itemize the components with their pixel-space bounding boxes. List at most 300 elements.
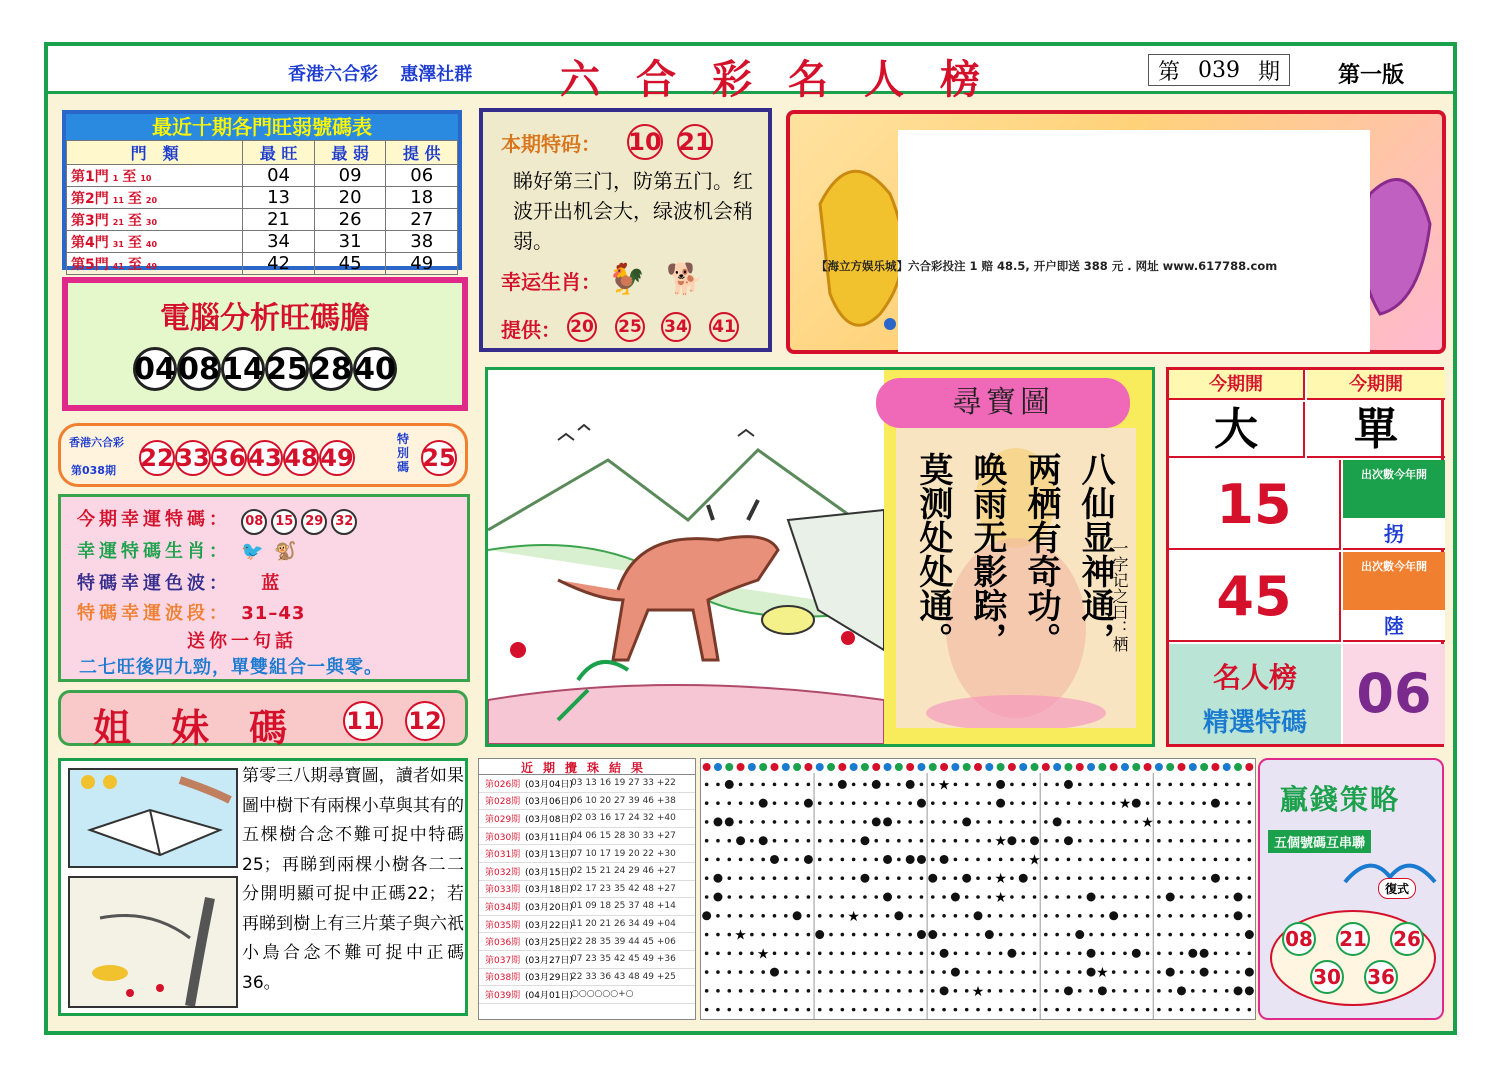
empty-dot <box>1180 858 1184 862</box>
number-ball: 08 <box>241 509 267 535</box>
empty-dot <box>841 839 845 843</box>
empty-dot <box>897 876 901 880</box>
empty-dot <box>761 970 765 974</box>
drawn-dot <box>713 874 722 883</box>
empty-dot <box>999 914 1003 918</box>
empty-dot <box>1067 876 1071 880</box>
empty-dot <box>1033 876 1037 880</box>
empty-dot <box>727 914 731 918</box>
empty-dot <box>1089 820 1093 824</box>
empty-dot <box>727 895 731 899</box>
empty-dot <box>1021 839 1025 843</box>
empty-dot <box>1202 1008 1206 1012</box>
ball-color-marker <box>748 763 756 771</box>
table-row: 第029期 (03月08日) 02 03 16 17 24 32 +40 <box>479 810 695 828</box>
empty-dot <box>739 858 743 862</box>
empty-dot <box>1191 801 1195 805</box>
empty-dot <box>1044 895 1048 899</box>
ball-color-marker <box>861 763 869 771</box>
empty-dot <box>705 1008 709 1012</box>
door-table <box>66 140 458 275</box>
header-orgs <box>288 60 488 86</box>
empty-dot <box>739 895 743 899</box>
empty-dot <box>852 933 856 937</box>
empty-dot <box>761 914 765 918</box>
empty-dot <box>705 876 709 880</box>
drawn-dot <box>872 780 881 789</box>
empty-dot <box>1180 820 1184 824</box>
number-ball: 33 <box>175 440 211 476</box>
hot-cell: 04 <box>243 165 315 187</box>
empty-dot <box>750 895 754 899</box>
empty-dot <box>1248 839 1252 843</box>
empty-dot <box>1146 1008 1150 1012</box>
empty-dot <box>863 970 867 974</box>
empty-dot <box>1236 952 1240 956</box>
strategy-subtitle: 五個號碼互串聯 <box>1268 830 1371 853</box>
drawn-dot <box>917 799 926 808</box>
door-table-header: 最 弱 <box>314 141 386 165</box>
give-cell: 49 <box>386 253 458 275</box>
ball-color-marker <box>703 763 711 771</box>
empty-dot <box>1055 876 1059 880</box>
empty-dot <box>920 783 924 787</box>
empty-dot <box>908 989 912 993</box>
empty-dot <box>739 1008 743 1012</box>
empty-dot <box>773 914 777 918</box>
empty-dot <box>1214 783 1218 787</box>
drawn-dot <box>917 930 926 939</box>
lucky-phrase: 二七旺後四九勁，單雙組合一與零。 <box>79 657 383 678</box>
door-cell: 第3門 21 至 30 <box>67 209 243 231</box>
page-title: 六合彩名人榜 <box>560 56 1016 103</box>
table-row <box>67 209 458 231</box>
empty-dot <box>999 1008 1003 1012</box>
empty-dot <box>1214 820 1218 824</box>
empty-dot <box>1010 933 1014 937</box>
ball-color-marker <box>827 763 835 771</box>
empty-dot <box>920 970 924 974</box>
empty-dot <box>1010 895 1014 899</box>
empty-dot <box>886 989 890 993</box>
empty-dot <box>705 933 709 937</box>
empty-dot <box>705 989 709 993</box>
ball-color-marker <box>1076 763 1084 771</box>
empty-dot <box>1225 839 1229 843</box>
drawn-dot <box>883 855 892 864</box>
empty-dot <box>1055 783 1059 787</box>
empty-dot <box>1146 783 1150 787</box>
empty-dot <box>931 895 935 899</box>
drawn-dot <box>1030 836 1039 845</box>
ad-text[interactable]: 【海立方娱乐城】六合彩投注 1 赔 48.5, 开户即送 388 元 . 网址 www.617788.com <box>816 259 1278 273</box>
drawn-dot <box>940 986 949 995</box>
empty-dot <box>807 1008 811 1012</box>
empty-dot <box>1134 858 1138 862</box>
drawn-dot <box>804 799 813 808</box>
empty-dot <box>1180 876 1184 880</box>
rooster-icon: 🐓 <box>607 262 646 297</box>
empty-dot <box>1123 858 1127 862</box>
drawn-dot <box>985 930 994 939</box>
hot-cell: 42 <box>243 253 315 275</box>
empty-dot <box>761 783 765 787</box>
empty-dot <box>1078 839 1082 843</box>
empty-dot <box>874 952 878 956</box>
empty-dot <box>1248 783 1252 787</box>
door-table-title: 最近十期各門旺弱號碼表 <box>66 114 458 140</box>
ball-color-marker <box>951 763 959 771</box>
empty-dot <box>818 952 822 956</box>
empty-dot <box>908 914 912 918</box>
empty-dot <box>841 989 845 993</box>
empty-dot <box>1146 952 1150 956</box>
number-ball: 36 <box>1364 960 1398 994</box>
empty-dot <box>988 895 992 899</box>
empty-dot <box>1055 952 1059 956</box>
empty-dot <box>1123 783 1127 787</box>
drawn-dot <box>1234 893 1243 902</box>
empty-dot <box>829 895 833 899</box>
empty-dot <box>1067 820 1071 824</box>
empty-dot <box>874 989 878 993</box>
empty-dot <box>784 858 788 862</box>
empty-dot <box>795 952 799 956</box>
empty-dot <box>841 801 845 805</box>
empty-dot <box>1078 876 1082 880</box>
ball-color-marker <box>963 763 971 771</box>
empty-dot <box>1202 839 1206 843</box>
empty-dot <box>807 933 811 937</box>
drawn-dot <box>1245 968 1254 977</box>
number-ball: 41 <box>709 312 739 342</box>
empty-dot <box>829 820 833 824</box>
empty-dot <box>897 820 901 824</box>
empty-dot <box>886 783 890 787</box>
empty-dot <box>1236 933 1240 937</box>
empty-dot <box>795 820 799 824</box>
empty-dot <box>976 801 980 805</box>
drawn-dot <box>1234 986 1243 995</box>
ball-color-marker <box>1234 763 1242 771</box>
empty-dot <box>1146 989 1150 993</box>
number-ball: 40 <box>353 347 397 391</box>
drawn-dot <box>1200 949 1209 958</box>
empty-dot <box>1236 839 1240 843</box>
empty-dot <box>908 970 912 974</box>
empty-dot <box>795 989 799 993</box>
empty-dot <box>999 989 1003 993</box>
empty-dot <box>1146 895 1150 899</box>
lucky-row-1: 今期幸運特碼： 08 15 29 32 <box>77 505 361 535</box>
drawn-dot <box>1019 874 1028 883</box>
drawn-dot <box>804 855 813 864</box>
empty-dot <box>1112 989 1116 993</box>
empty-dot <box>829 783 833 787</box>
empty-dot <box>1089 876 1093 880</box>
ball-color-marker <box>1132 763 1140 771</box>
empty-dot <box>908 952 912 956</box>
empty-dot <box>1180 783 1184 787</box>
empty-dot <box>1089 783 1093 787</box>
empty-dot <box>931 820 935 824</box>
empty-dot <box>818 989 822 993</box>
empty-dot <box>1067 933 1071 937</box>
door-cell: 第1門 1 至 10 <box>67 165 243 187</box>
empty-dot <box>897 989 901 993</box>
empty-dot <box>1225 1008 1229 1012</box>
empty-dot <box>1168 783 1172 787</box>
empty-dot <box>1033 820 1037 824</box>
empty-dot <box>1044 801 1048 805</box>
empty-dot <box>784 895 788 899</box>
famous-pick-label: 名人榜 精選特碼 <box>1169 644 1341 744</box>
empty-dot <box>874 876 878 880</box>
empty-dot <box>908 895 912 899</box>
empty-dot <box>999 970 1003 974</box>
empty-dot <box>1248 1008 1252 1012</box>
empty-dot <box>988 858 992 862</box>
empty-dot <box>988 783 992 787</box>
empty-dot <box>818 820 822 824</box>
empty-dot <box>874 858 878 862</box>
empty-dot <box>716 783 720 787</box>
empty-dot <box>886 952 890 956</box>
empty-dot <box>773 839 777 843</box>
empty-dot <box>852 876 856 880</box>
special-star: ★ <box>734 927 747 944</box>
empty-dot <box>1134 876 1138 880</box>
empty-dot <box>716 839 720 843</box>
empty-dot <box>954 876 958 880</box>
empty-dot <box>897 952 901 956</box>
drawn-dot <box>815 930 824 939</box>
strategy-repeat-label: 復式 <box>1378 878 1416 899</box>
table-row: 第035期 (03月22日) 11 20 21 26 34 49 +04 <box>479 916 695 934</box>
number-ball: 08 <box>1282 922 1316 956</box>
empty-dot <box>1044 952 1048 956</box>
empty-dot <box>1044 970 1048 974</box>
number-ball: 25 <box>615 312 645 342</box>
empty-dot <box>807 914 811 918</box>
hk-issue: 第038期 <box>71 464 116 477</box>
empty-dot <box>908 801 912 805</box>
empty-dot <box>1123 895 1127 899</box>
empty-dot <box>897 801 901 805</box>
table-row <box>67 231 458 253</box>
empty-dot <box>795 1008 799 1012</box>
empty-dot <box>1134 1008 1138 1012</box>
empty-dot <box>954 1008 958 1012</box>
empty-dot <box>988 1008 992 1012</box>
empty-dot <box>1191 933 1195 937</box>
empty-dot <box>1146 970 1150 974</box>
empty-dot <box>988 952 992 956</box>
empty-dot <box>829 970 833 974</box>
stat-big-small: 大 <box>1169 402 1305 458</box>
drawn-dot <box>1211 799 1220 808</box>
drawn-dot <box>974 911 983 920</box>
empty-dot <box>784 914 788 918</box>
empty-dot <box>1236 876 1240 880</box>
ball-color-marker <box>1245 763 1253 771</box>
empty-dot <box>976 970 980 974</box>
empty-dot <box>1101 895 1105 899</box>
lucky-phrase-label: 送你一句話 <box>187 631 297 652</box>
number-ball: 48 <box>283 440 319 476</box>
empty-dot <box>1134 839 1138 843</box>
door-table-header: 門 類 <box>67 141 243 165</box>
empty-dot <box>1168 820 1172 824</box>
stat-zodiac-1: 拐 <box>1343 518 1445 550</box>
drawn-dot <box>1087 968 1096 977</box>
computer-analysis-box <box>62 277 468 411</box>
ball-color-marker <box>850 763 858 771</box>
empty-dot <box>1157 952 1161 956</box>
empty-dot <box>874 801 878 805</box>
empty-dot <box>784 839 788 843</box>
empty-dot <box>1078 989 1082 993</box>
empty-dot <box>1033 970 1037 974</box>
treasure-drawing <box>488 370 884 744</box>
dot-grid-svg <box>701 759 1255 1019</box>
empty-dot <box>920 952 924 956</box>
drawn-dot <box>725 780 734 789</box>
ball-color-marker <box>1064 763 1072 771</box>
empty-dot <box>750 970 754 974</box>
empty-dot <box>727 1008 731 1012</box>
ball-color-marker <box>929 763 937 771</box>
empty-dot <box>784 801 788 805</box>
empty-dot <box>807 970 811 974</box>
empty-dot <box>1157 783 1161 787</box>
empty-dot <box>931 801 935 805</box>
empty-dot <box>739 952 743 956</box>
empty-dot <box>1021 989 1025 993</box>
empty-dot <box>1248 952 1252 956</box>
empty-dot <box>1225 970 1229 974</box>
empty-dot <box>852 783 856 787</box>
empty-dot <box>716 801 720 805</box>
lucky-row-3: 特碼幸運色波： 蓝 <box>77 573 284 594</box>
number-ball: 25 <box>265 347 309 391</box>
ball-color-marker <box>714 763 722 771</box>
ball-color-marker <box>1223 763 1231 771</box>
empty-dot <box>1067 952 1071 956</box>
cold-cell: 31 <box>314 231 386 253</box>
drawn-dot <box>1200 968 1209 977</box>
empty-dot <box>841 895 845 899</box>
hot-cell: 13 <box>243 187 315 209</box>
empty-dot <box>1089 1008 1093 1012</box>
empty-dot <box>942 801 946 805</box>
empty-dot <box>1248 858 1252 862</box>
computer-balls <box>68 347 462 391</box>
drawn-dot <box>1132 799 1141 808</box>
empty-dot <box>852 895 856 899</box>
empty-dot <box>1044 933 1048 937</box>
empty-dot <box>841 858 845 862</box>
empty-dot <box>1180 933 1184 937</box>
empty-dot <box>1112 1008 1116 1012</box>
empty-dot <box>1089 989 1093 993</box>
give-cell: 38 <box>386 231 458 253</box>
edition-label: 第一版 <box>1338 62 1405 88</box>
empty-dot <box>942 820 946 824</box>
empty-dot <box>1248 914 1252 918</box>
empty-dot <box>965 989 969 993</box>
empty-dot <box>784 783 788 787</box>
empty-dot <box>1021 933 1025 937</box>
empty-dot <box>705 952 709 956</box>
hot-cell: 21 <box>243 209 315 231</box>
empty-dot <box>1021 783 1025 787</box>
number-ball: 36 <box>211 440 247 476</box>
empty-dot <box>1123 1008 1127 1012</box>
empty-dot <box>1010 783 1014 787</box>
ad-blank-area <box>898 130 1370 352</box>
empty-dot <box>886 801 890 805</box>
empty-dot <box>1180 895 1184 899</box>
ball-color-marker <box>1087 763 1095 771</box>
special-star: ★ <box>1028 852 1041 869</box>
empty-dot <box>1202 895 1206 899</box>
empty-dot <box>976 952 980 956</box>
empty-dot <box>841 1008 845 1012</box>
empty-dot <box>1078 914 1082 918</box>
drawn-dot <box>996 799 1005 808</box>
empty-dot <box>965 933 969 937</box>
drawn-dot <box>917 855 926 864</box>
empty-dot <box>1191 820 1195 824</box>
drawn-dot <box>928 930 937 939</box>
empty-dot <box>1044 989 1048 993</box>
empty-dot <box>807 876 811 880</box>
empty-dot <box>1146 914 1150 918</box>
empty-dot <box>1010 914 1014 918</box>
story-text: 第零三八期尋寶圖，讀者如果圖中樹下有兩棵小草與其有的五棵樹合念不難可捉中特碼25；再睇到兩棵小樹各二二分開明顯可捉中正碼22；若再睇到樹上有三片葉子與六祇小鳥合念不難可捉中正碼36。 <box>242 766 464 993</box>
empty-dot <box>852 858 856 862</box>
treasure-poem <box>914 452 1114 656</box>
empty-dot <box>1168 989 1172 993</box>
empty-dot <box>1146 839 1150 843</box>
empty-dot <box>920 820 924 824</box>
empty-dot <box>1021 801 1025 805</box>
empty-dot <box>1044 820 1048 824</box>
empty-dot <box>1225 952 1229 956</box>
empty-dot <box>705 895 709 899</box>
empty-dot <box>1112 820 1116 824</box>
empty-dot <box>1146 876 1150 880</box>
empty-dot <box>1236 1008 1240 1012</box>
empty-dot <box>716 914 720 918</box>
empty-dot <box>1146 933 1150 937</box>
computer-analysis-title: 電腦分析旺碼膽 <box>160 301 370 336</box>
empty-dot <box>841 876 845 880</box>
empty-dot <box>1168 858 1172 862</box>
empty-dot <box>1180 952 1184 956</box>
empty-dot <box>1112 783 1116 787</box>
empty-dot <box>954 933 958 937</box>
drawn-dot <box>962 817 971 826</box>
cold-cell: 09 <box>314 165 386 187</box>
ball-color-marker <box>1144 763 1152 771</box>
empty-dot <box>1202 933 1206 937</box>
empty-dot <box>931 989 935 993</box>
empty-dot <box>1033 933 1037 937</box>
empty-dot <box>1191 914 1195 918</box>
empty-dot <box>1101 801 1105 805</box>
